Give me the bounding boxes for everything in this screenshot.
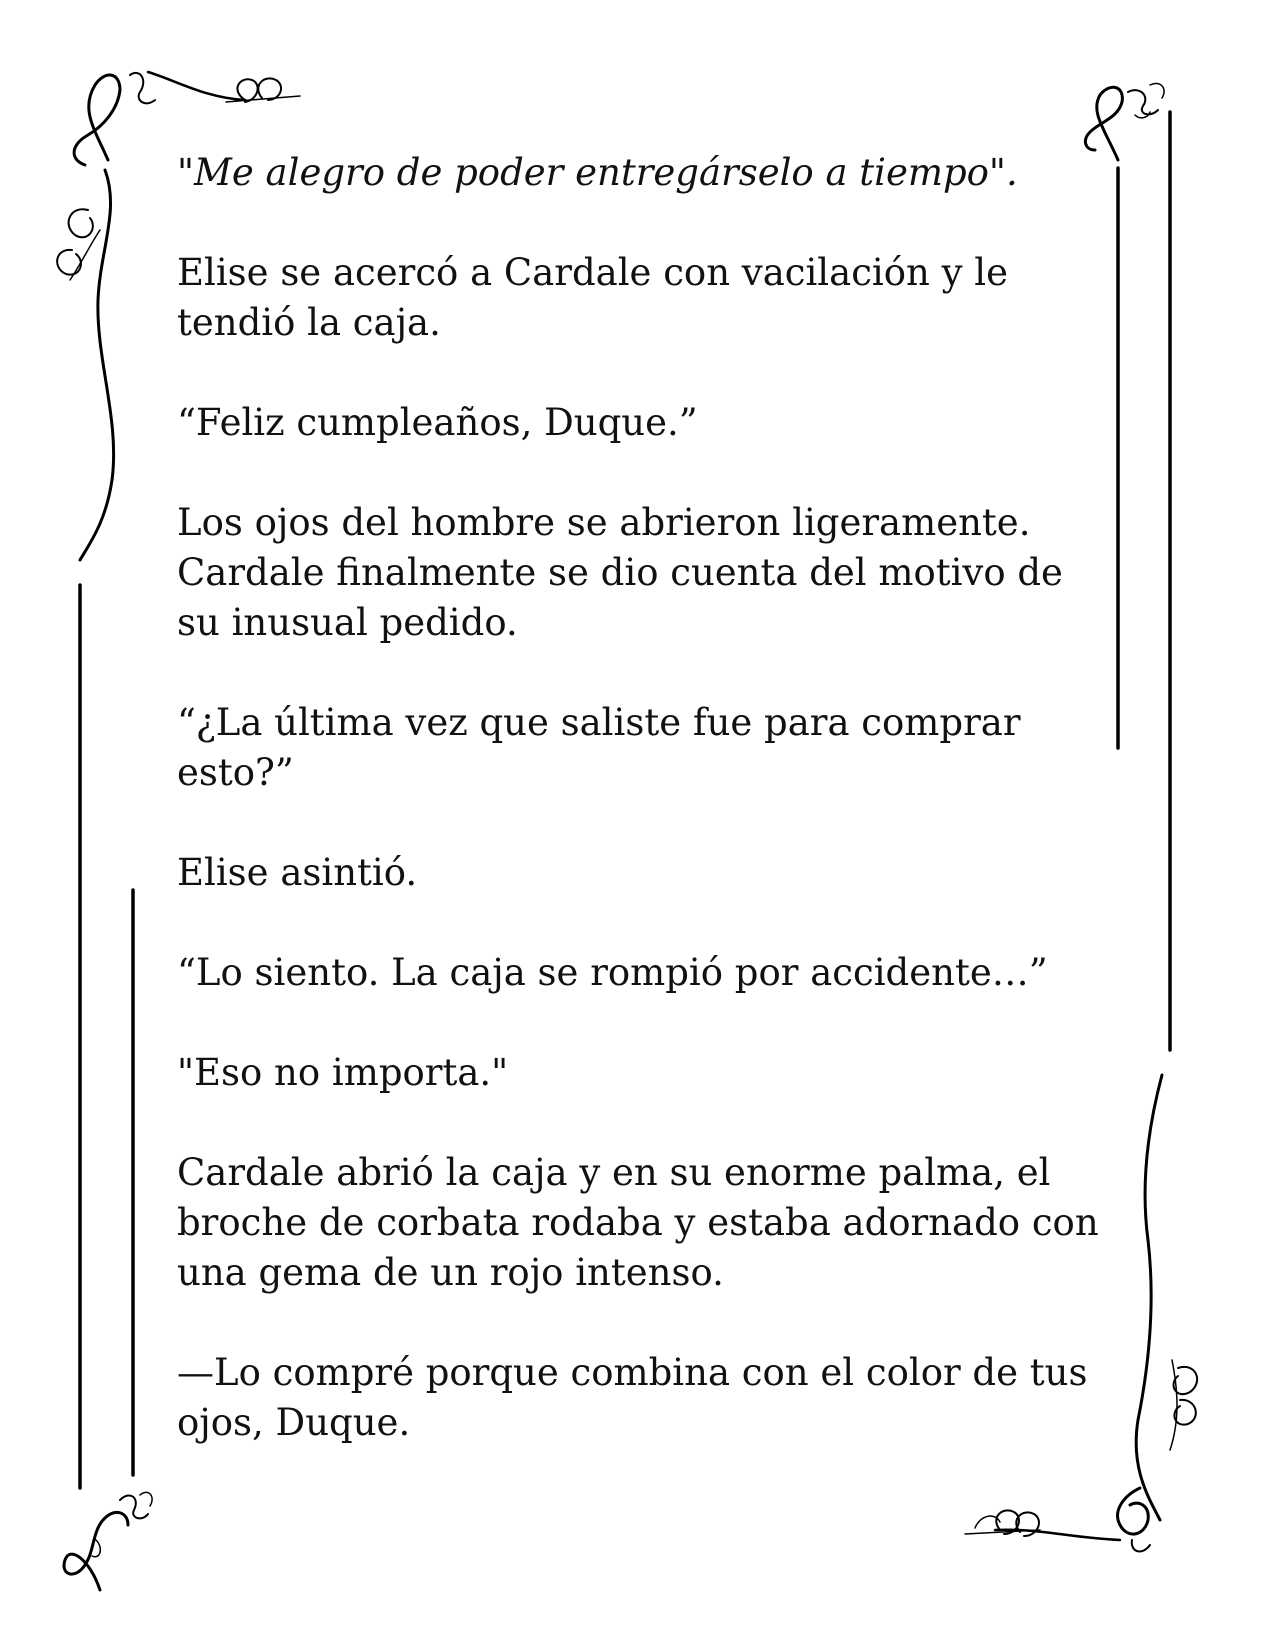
story-text bbox=[177, 148, 1107, 1498]
paragraph-4: Los ojos del hombre se abrieron ligeramente. Cardale finalmente se dio cuenta del motivo de su inusual pedido. bbox=[177, 501, 1063, 644]
paragraph-6: Elise asintió. bbox=[177, 851, 418, 894]
paragraph-7: “Lo siento. La caja se rompió por accidente…” bbox=[177, 951, 1048, 994]
paragraph-9: Cardale abrió la caja y en su enorme palma, el broche de corbata rodaba y estaba adornado con una gema de un rojo intenso. bbox=[177, 1151, 1099, 1294]
paragraph-8: "Eso no importa." bbox=[177, 1051, 509, 1094]
paragraph-1: "Me alegro de poder entregárselo a tiempo". bbox=[177, 151, 1018, 194]
paragraph-10: —Lo compré porque combina con el color de tus ojos, Duque. bbox=[177, 1351, 1088, 1444]
paragraph-3: “Feliz cumpleaños, Duque.” bbox=[177, 401, 698, 444]
flourish-bottom-left-icon bbox=[64, 1492, 152, 1590]
paragraph-2: Elise se acercó a Cardale con vacilación y le tendió la caja. bbox=[177, 251, 1009, 344]
paragraph-5: “¿La última vez que saliste fue para comprar esto?” bbox=[177, 701, 1021, 794]
